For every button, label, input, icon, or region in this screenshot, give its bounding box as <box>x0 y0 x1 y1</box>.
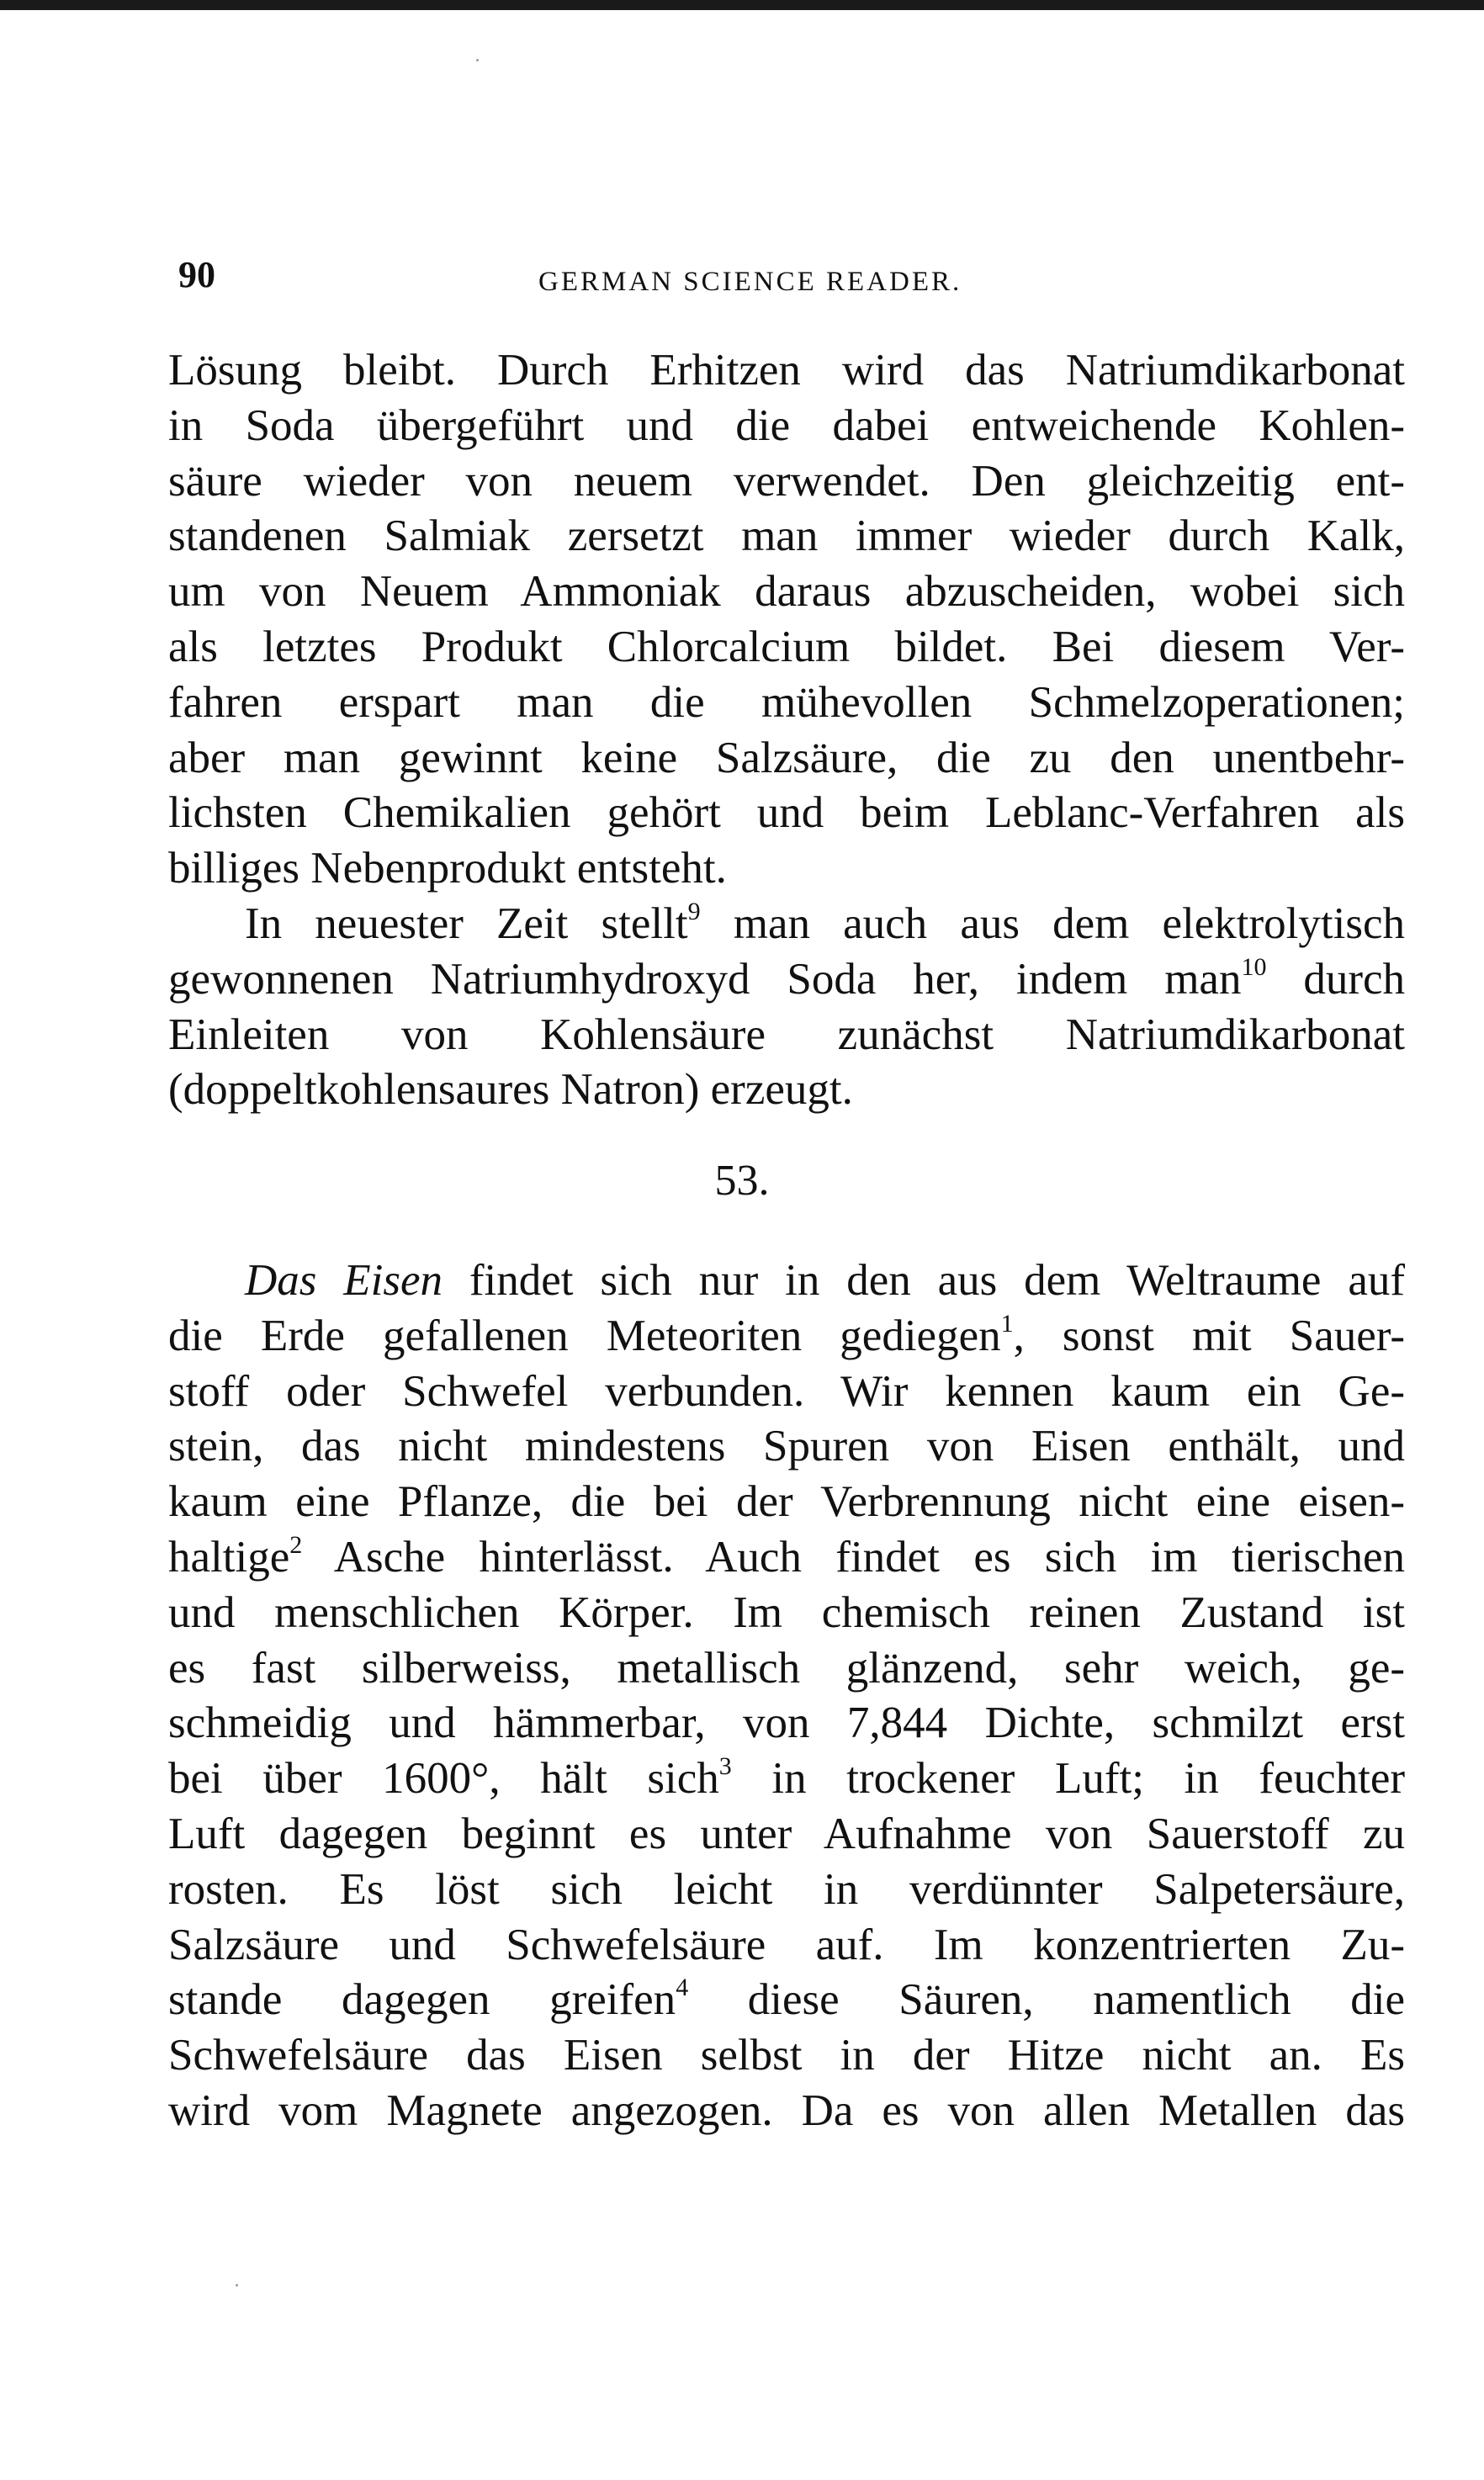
text-line: rosten. Es löst sich leicht in verdünnter Salpetersäure, <box>168 1864 1405 1914</box>
text-line <box>168 1973 1405 2028</box>
footnote-marker: 2 <box>289 1530 303 1559</box>
text-run: bei über 1600°, hält sich <box>168 1754 719 1804</box>
text-run: stande dagegen greifen <box>168 1975 676 2025</box>
text-line: fahren erspart man die mühevollen Schmelzoperationen; <box>168 677 1405 727</box>
text-line: standenen Salmiak zersetzt man immer wieder durch Kalk, <box>168 511 1405 561</box>
text-line: stoff oder Schwefel verbunden. Wir kennen kaum ein Ge- <box>168 1366 1405 1416</box>
text-line: billiges Nebenprodukt entsteht. <box>168 844 727 893</box>
text-line: wird vom Magnete angezogen. Da es von allen Metallen das <box>168 2085 1405 2135</box>
text-run: man auch aus dem elektrolytisch <box>700 898 1405 948</box>
text-run: haltige <box>168 1532 290 1582</box>
text-line: Einleiten von Kohlensäure zunächst Natriumdikarbonat <box>168 1009 1405 1059</box>
text-line: Schwefelsäure das Eisen selbst in der Hitze nicht an. Es <box>168 2031 1405 2080</box>
text-line <box>168 1530 1405 1586</box>
running-title <box>538 266 962 296</box>
text-line <box>168 1309 1405 1365</box>
text-run: findet sich nur in den aus dem Weltraume auf <box>443 1256 1405 1305</box>
text-run: die Erde gefallenen Meteoriten gediegen <box>168 1311 1001 1360</box>
text-line: es fast silberweiss, metallisch glänzend, sehr weich, ge- <box>168 1643 1405 1693</box>
text-run: , sonst mit Sauer- <box>1013 1311 1405 1360</box>
text-line: um von Neuem Ammoniak daraus abzuscheiden, wobei sich <box>168 567 1405 617</box>
scan-speck <box>476 59 479 61</box>
text-line: schmeidig und hämmerbar, von 7,844 Dichte, schmilzt erst <box>168 1698 1405 1748</box>
paragraph-continuation <box>168 343 1405 1118</box>
top-scan-border <box>0 0 1484 10</box>
text-run: gewonnenen Natriumhydroxyd Soda her, indem man <box>168 954 1242 1004</box>
footnote-marker: 4 <box>676 1974 689 2002</box>
text-line: (doppeltkohlensaures Natron) erzeugt. <box>168 1065 853 1115</box>
text-run: in trockener Luft; in feuchter <box>731 1754 1405 1804</box>
scan-speck <box>236 2284 238 2287</box>
section-paragraph <box>168 1253 1405 2139</box>
text-line: kaum eine Pflanze, die bei der Verbrennung nicht eine eisen- <box>168 1477 1405 1527</box>
text-run: Asche hinterlässt. Auch findet es sich im tierischen <box>302 1532 1405 1582</box>
footnote-marker: 1 <box>1000 1309 1014 1338</box>
text-line <box>168 1253 1405 1309</box>
text-line <box>168 1751 1405 1807</box>
text-line: stein, das nicht mindestens Spuren von Eisen enthält, und <box>168 1422 1405 1471</box>
text-run: durch <box>1266 954 1405 1004</box>
italic-term: Das Eisen <box>245 1256 443 1305</box>
text-line <box>168 897 1405 952</box>
footnote-marker: 10 <box>1241 952 1267 981</box>
text-run: In neuester Zeit stellt <box>245 898 688 948</box>
text-line: Lösung bleibt. Durch Erhitzen wird das Natriumdikarbonat <box>168 346 1405 395</box>
text-line: aber man gewinnt keine Salzsäure, die zu den unentbehr- <box>168 733 1405 782</box>
text-line: Luft dagegen beginnt es unter Aufnahme von Sauerstoff zu <box>168 1809 1405 1858</box>
text-line: Salzsäure und Schwefelsäure auf. Im konzentrierten Zu- <box>168 1920 1405 1969</box>
text-line: säure wieder von neuem verwendet. Den gleichzeitig ent- <box>168 456 1405 506</box>
footnote-marker: 3 <box>718 1752 732 1781</box>
text-run: diese Säuren, namentlich die <box>688 1975 1406 2025</box>
page-number: 90 <box>178 254 215 295</box>
text-line <box>168 952 1405 1008</box>
running-title-text: GERMAN SCIENCE READER. <box>538 267 962 297</box>
text-line: als letztes Produkt Chlorcalcium bildet. Bei diesem Ver- <box>168 622 1405 671</box>
text-line: lichsten Chemikalien gehört und beim Leblanc-Verfahren als <box>168 788 1405 838</box>
footnote-marker: 9 <box>687 897 701 925</box>
section-number: 53. <box>714 1157 770 1205</box>
text-line: in Soda übergeführt und die dabei entweichende Kohlen- <box>168 400 1405 450</box>
text-line: und menschlichen Körper. Im chemisch reinen Zustand ist <box>168 1587 1405 1637</box>
